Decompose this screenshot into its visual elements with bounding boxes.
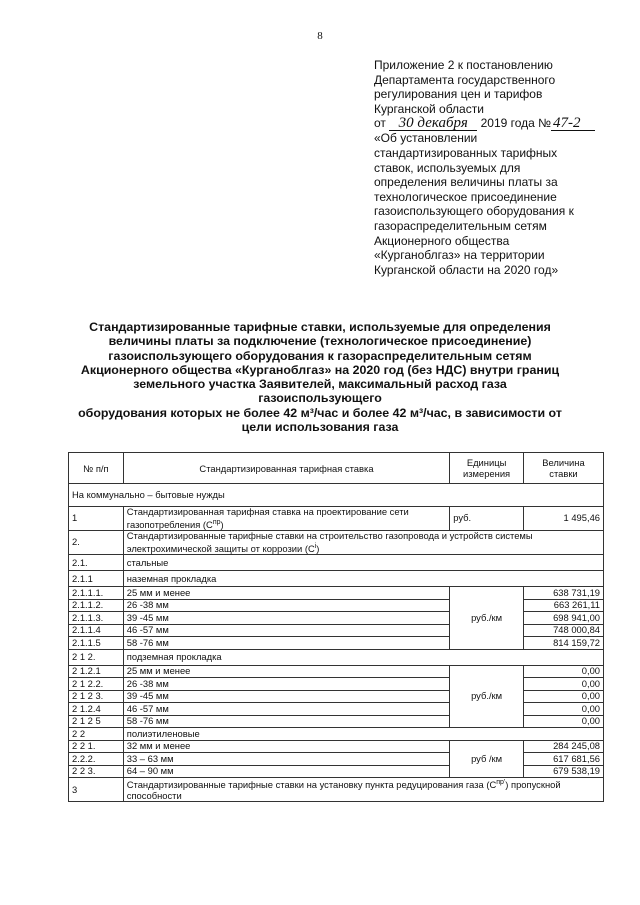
- row-value: 698 941,00: [523, 612, 603, 625]
- table-row: [69, 587, 604, 600]
- table-row: [69, 728, 604, 741]
- row-name: 39 -45 мм: [123, 612, 449, 625]
- title-line: газоиспользующего оборудования к газораспределительным сетям: [108, 348, 532, 363]
- table-row: [69, 678, 604, 691]
- row-name: 26 -38 мм: [123, 678, 449, 691]
- table-row: [69, 637, 604, 650]
- header-value: Величина ставки: [523, 453, 603, 484]
- title-line: оборудования которых не более 42 м³/час и более 42 м³/час, в зависимости от: [78, 405, 562, 420]
- row-num: 2.2.2.: [69, 753, 124, 766]
- row-num: 1: [69, 507, 124, 531]
- title-line: Стандартизированные тарифные ставки, используемые для определения: [89, 320, 551, 334]
- table-row: [69, 555, 604, 571]
- section-row: [69, 484, 604, 507]
- row-name: 39 -45 мм: [123, 690, 449, 703]
- handwritten-date: 30 декабря: [389, 116, 477, 131]
- appendix-subject-line: «Курганоблгаз» на территории: [374, 248, 545, 263]
- table-row: [69, 612, 604, 625]
- table-row: [69, 599, 604, 612]
- section-title: На коммунально – бытовые нужды: [69, 484, 604, 507]
- title-line: Акционерного общества «Курганоблгаз» на 2020 год (без НДС) внутри границ: [80, 362, 560, 377]
- row-name: 64 – 90 мм: [123, 765, 449, 778]
- table-row: [69, 740, 604, 753]
- table-row: [69, 753, 604, 766]
- row-name: 26 -38 мм: [123, 599, 449, 612]
- table-row: [69, 624, 604, 637]
- row-value: 638 731,19: [523, 587, 603, 600]
- row-num: 2.1.1.3.: [69, 612, 124, 625]
- header-name: Стандартизированная тарифная ставка: [123, 453, 449, 484]
- table-row: [69, 571, 604, 587]
- title-line: цели использования газа: [241, 420, 399, 435]
- row-num: 2 1 2 5: [69, 715, 124, 728]
- row-value: 0,00: [523, 715, 603, 728]
- row-name: подземная прокладка: [123, 649, 603, 665]
- date-prefix: от: [374, 116, 386, 131]
- header-unit: Единицы измерения: [450, 453, 524, 484]
- row-name: 58 -76 мм: [123, 637, 449, 650]
- row-num: 2 2 1.: [69, 740, 124, 753]
- table-row: [69, 665, 604, 678]
- appendix-block: [374, 58, 614, 277]
- appendix-subject-line: «Об установлении: [374, 131, 478, 146]
- table-row: [69, 765, 604, 778]
- row-num: 2 1 2.2.: [69, 678, 124, 691]
- row-value: 0,00: [523, 678, 603, 691]
- row-name: 46 -57 мм: [123, 624, 449, 637]
- row-value: 663 261,11: [523, 599, 603, 612]
- row-unit: руб.: [450, 507, 524, 531]
- title-line: величины платы за подключение (технологическое присоединение): [108, 334, 532, 349]
- row-name: 32 мм и менее: [123, 740, 449, 753]
- row-name: 25 мм и менее: [123, 587, 449, 600]
- row-name: Стандартизированная тарифная ставка на проектирование сети газопотребления $(С^{пр})$: [123, 507, 449, 531]
- row-num: 2 2: [69, 728, 124, 741]
- row-num: 2 1 2.: [69, 649, 124, 665]
- row-name: Стандартизированные тарифные ставки на строительство газопровода и устройств системы электрохимической защиты от коррозии $(С^i)$: [123, 531, 603, 555]
- row-value: 814 159,72: [523, 637, 603, 650]
- appendix-line: Приложение 2 к постановлению: [374, 58, 553, 72]
- appendix-subject-line: определения величины платы за: [374, 175, 558, 190]
- row-num: 2 1 2 3.: [69, 690, 124, 703]
- row-unit: руб./км: [450, 665, 524, 728]
- row-name: 46 -57 мм: [123, 703, 449, 716]
- page-number: 8: [317, 30, 323, 42]
- appendix-line: Департамента государственного: [374, 72, 556, 87]
- table-header-row: [69, 453, 604, 484]
- table-row: [69, 703, 604, 716]
- header-num: № п/п: [69, 453, 124, 484]
- row-num: 2 1.2.1: [69, 665, 124, 678]
- row-unit: руб /км: [450, 740, 524, 778]
- table-row: [69, 531, 604, 555]
- row-unit: руб./км: [450, 587, 524, 650]
- row-name: наземная прокладка: [123, 571, 603, 587]
- row-value: 0,00: [523, 665, 603, 678]
- row-num: 2.1.1: [69, 571, 124, 587]
- row-num: 2.: [69, 531, 124, 555]
- appendix-line: Курганской области: [374, 101, 484, 116]
- row-name: 33 – 63 мм: [123, 753, 449, 766]
- row-value: 1 495,46: [523, 507, 603, 531]
- appendix-subject-line: ставок, используемых для: [374, 160, 521, 175]
- row-num: 2.1.1.5: [69, 637, 124, 650]
- row-name: 58 -76 мм: [123, 715, 449, 728]
- tariff-table: [68, 452, 604, 802]
- row-name: полиэтиленовые: [123, 728, 603, 741]
- handwritten-number: 47-2: [551, 116, 595, 131]
- appendix-subject-line: газораспределительным сетям: [374, 218, 547, 233]
- year-text: 2019 года №: [480, 116, 552, 131]
- row-num: 2.1.1.1.: [69, 587, 124, 600]
- appendix-subject-line: Курганской области на 2020 год»: [374, 262, 559, 277]
- row-value: 0,00: [523, 690, 603, 703]
- row-num: 3: [69, 778, 124, 802]
- table-row: [69, 507, 604, 531]
- row-num: 2 1.2.4: [69, 703, 124, 716]
- appendix-subject-line: газоиспользующего оборудования к: [374, 204, 574, 219]
- row-num: 2.1.1.4: [69, 624, 124, 637]
- title-line: земельного участка Заявителей, максимальный расход газа газоиспользующего: [133, 377, 507, 406]
- row-num: 2.1.: [69, 555, 124, 571]
- table-row: [69, 649, 604, 665]
- row-value: 617 681,56: [523, 753, 603, 766]
- row-name: Стандартизированные тарифные ставки на установку пункта редуцирования газа $(С^{пр'})$ пропускной способности: [123, 778, 603, 802]
- appendix-subject-line: технологическое присоединение: [374, 189, 557, 204]
- row-value: 679 538,19: [523, 765, 603, 778]
- row-value: 0,00: [523, 703, 603, 716]
- table-row: [69, 715, 604, 728]
- row-name: стальные: [123, 555, 603, 571]
- appendix-subject-line: Акционерного общества: [374, 233, 510, 248]
- appendix-line: регулирования цен и тарифов: [374, 87, 543, 102]
- table-row: [69, 690, 604, 703]
- appendix-subject-line: стандартизированных тарифных: [374, 145, 558, 160]
- appendix-date-line: [374, 116, 614, 131]
- row-value: 748 000,84: [523, 624, 603, 637]
- document-title: [70, 320, 570, 434]
- row-num: 2.1.1.2.: [69, 599, 124, 612]
- row-num: 2 2 3.: [69, 765, 124, 778]
- row-value: 284 245,08: [523, 740, 603, 753]
- row-name: 25 мм и менее: [123, 665, 449, 678]
- table-row: [69, 778, 604, 802]
